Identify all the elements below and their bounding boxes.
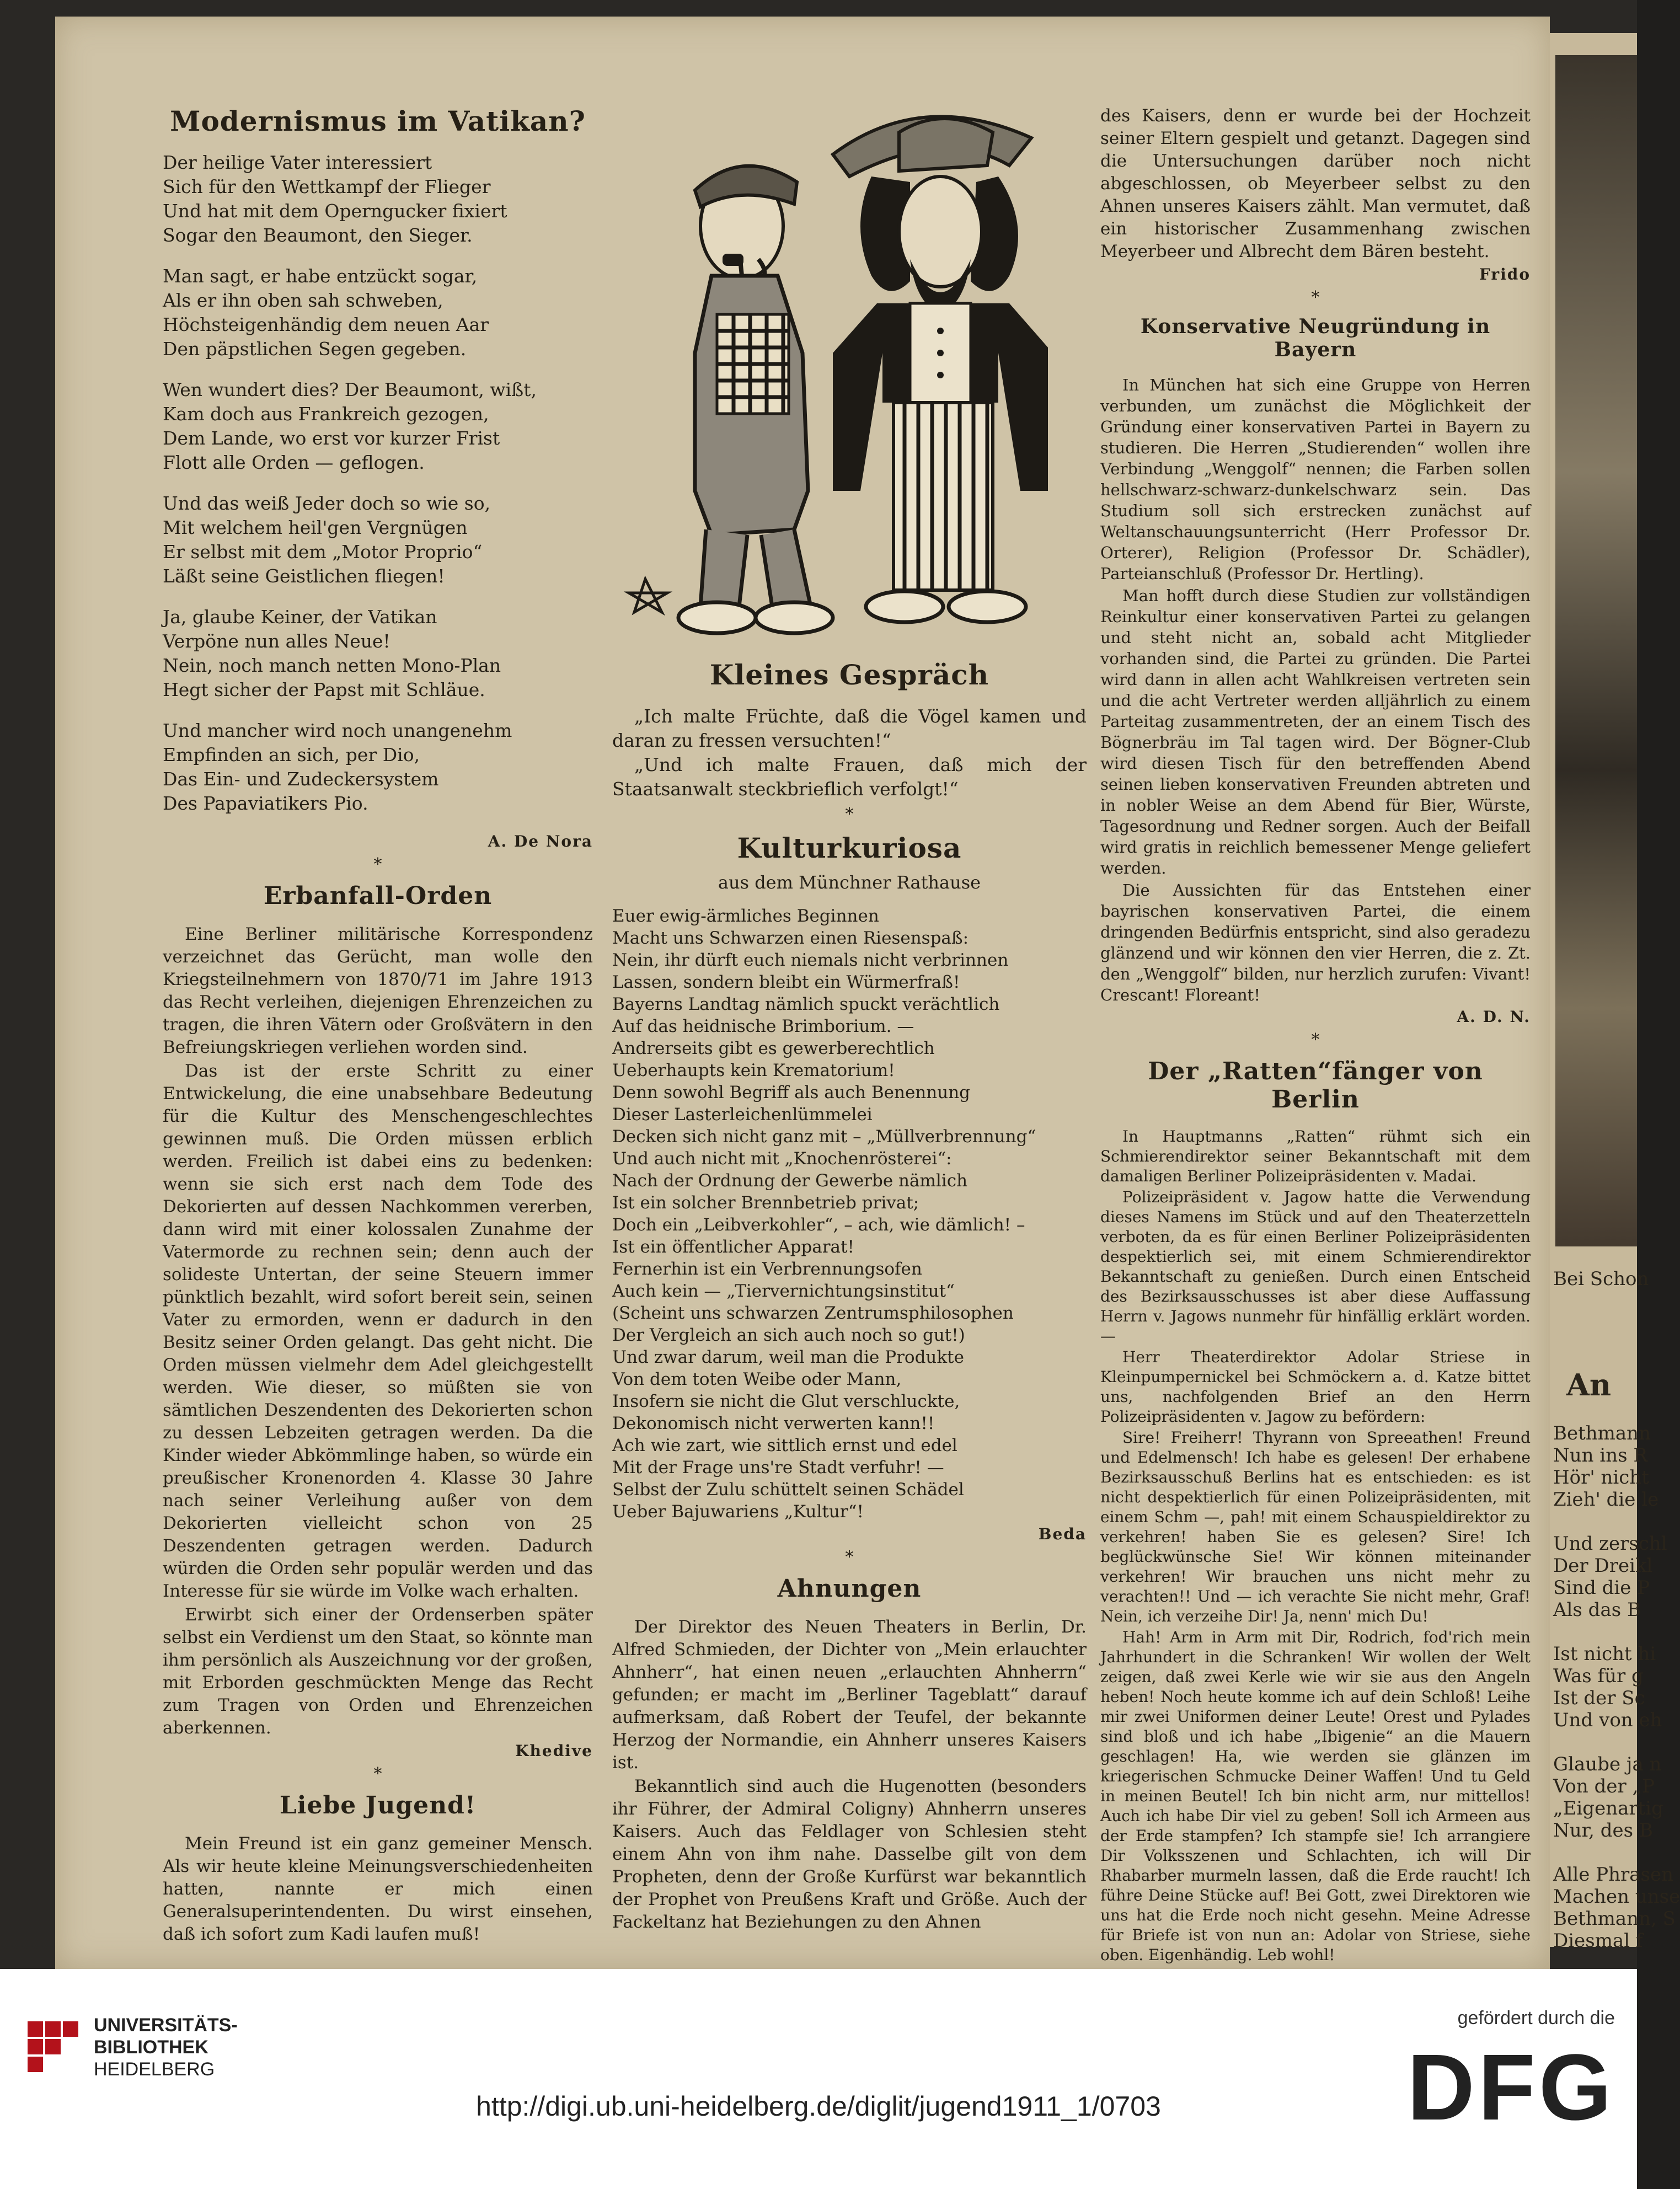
verse-line: Dieser Lasterleichenlümmelei: [612, 1105, 873, 1125]
verse-line: Ist ein öffentlicher Apparat!: [612, 1237, 854, 1257]
signature-khedive: Khedive: [515, 1742, 593, 1760]
adjacent-page-illustration: [1555, 55, 1637, 1246]
signature-de-nora: A. De Nora: [488, 832, 593, 850]
adjacent-page-text: Und von eh: [1553, 1709, 1662, 1731]
paragraph: Die Aussichten für das Entstehen einer bayrischen konservativen Partei, die einem dringenden Bedürfnis entspricht, sind also geradezu glänzend und wir können den vier Herren, die z. Zt. den „Wenggolf“ bilden, nur herzlich zurufen: Vivant! Crescant! Floreant!: [1100, 881, 1531, 1004]
verse-line: Sich für den Wettkampf der Flieger: [163, 176, 491, 197]
adjacent-page-text: „Eigenartig: [1553, 1797, 1663, 1819]
verse-line: Mit welchem heil'gen Vergnügen: [163, 517, 468, 538]
verse-line: Höchsteigenhändig dem neuen Aar: [163, 314, 489, 335]
verse-line: Läßt seine Geistlichen fliegen!: [163, 565, 445, 587]
adjacent-page-text: Alle Phrasen: [1553, 1864, 1673, 1886]
article-konservative-body: [1100, 374, 1531, 1005]
article-liebe-jugend-body: [163, 1833, 593, 1946]
poem-title-modernismus: Modernismus im Vatikan?: [170, 105, 586, 137]
paragraph: Bekanntlich sind auch die Hugenotten (besonders ihr Führer, der Admiral Coligny) Ahnherrn unseres Kaisers. Auch das Feldlager von Schlesien steht einem Ahn von ihm nahe. Dasselbe gilt von dem Propheten, denn der Große Kurfürst war bekanntlich der Prophet von Preußens Kraft und Größe. Auch der Fackeltanz hat Beziehungen zu den Ahnen: [612, 1776, 1087, 1932]
library-name: UNIVERSITÄTS- BIBLIOTHEK HEIDELBERG: [94, 2015, 238, 2080]
paragraph: Herr Theaterdirektor Adolar Striese in Kleinpumpernickel bei Schmöckern a. d. Katze bittet uns, nachfolgenden Brief an den Herrn Polizeipräsidenten v. Jagow zu befördern:: [1100, 1348, 1531, 1426]
paragraph: Das ist der erste Schritt zu einer Entwickelung, die eine unabsehbare Bedeutung für die Kultur des Menschengeschlechtes gewinnen muß. Die Orden müssen erblich werden. Freilich ist dabei eins zu bedenken: wenn sie sich erst nach dem Tode des Dekorierten auf dessen Nachkommen vererben, dann wird mit einer kolossalen Zunahme der Vatermorde zu rechnen sein; denn auch der solideste Untertan, der seine Steuern immer pünktlich bezahlt, wird sofort bereit sein, seinen Vater zu ermorden, wenn er dadurch in den Besitz seiner Orden gelangt. Das geht nicht. Die Orden müssen vielmehr dem Adel gleichgestellt werden. Wie dieser, so müßten sie von sämtlichen Deszendenten des Dekorierten schon zu dessen Lebzeiten getragen werden. Da die Kinder wieder Abkömmlinge haben, so würde ein preußischer Kronenorden 4. Klasse 30 Jahre nach seiner Verleihung außer von dem Dekorierten vielleicht schon von 25 Deszendenten getragen werden. Dadurch würden die Orden sehr populär werden und das Interesse für sie würde im Volke wach erhalten.: [163, 1061, 593, 1601]
verse-line: Ueber Bajuwariens „Kultur“!: [612, 1502, 864, 1522]
caption-title-kleines-gespraech: Kleines Gespräch: [709, 659, 989, 691]
verse-line: Selbst der Zulu schüttelt seinen Schädel: [612, 1480, 964, 1500]
verse-line: Wen wundert dies? Der Beaumont, wißt,: [163, 379, 537, 400]
paragraph: In München hat sich eine Gruppe von Herren verbunden, um zunächst die Möglichkeit der Gründung einer konservativen Partei in Bayern zu studieren. Die Herren „Studierenden“ wollen ihre Verbindung „Wenggolf“ nennen; die Farben sollen hellschwarz-schwarz-dunkelschwarz sein. Das Studium soll sich erstrecken zunächst auf Weltanschauungsunterricht (Herr Professor Dr. Orterer), Religion (Professor Dr. Schädler), Parteianschluß (Professor Dr. Hertling).: [1100, 376, 1531, 583]
stanza: [163, 605, 593, 702]
stanza: [163, 378, 593, 475]
adjacent-page-edge: [1550, 33, 1680, 1952]
paragraph: Hah! Arm in Arm mit Dir, Rodrich, fod'rich mein Jahrhundert in die Schranken! Wir wollen der Welt zeigen, daß zwei Kerle wie wir sie aus den Angeln heben! Noch heute komme ich auf dein Schloß! Leihe mir zwei Uniformen deiner Leute! Orest und Pylades sind bloß und ich habe „Ibigenie“ an die Mauern geschlagen! Ha, wie werden sie glänzen im kriegerischen Schmucke Deiner Waffen! Und tu Geld in meinen Beutel! Ich bin nicht arm, nur mittellos! Auch ich habe Dir viel zu geben! Soll ich Armeen aus der Erde stampfen? Ich stampfe sie! Ich arrangiere Dir Volksszenen und Schlachten, ich will Dir Rhabarber murmeln lassen, daß die Erde raucht! Ich führe Deine Stücke auf! Bei Gott, zwei Direktoren wie uns hat die Erde noch nicht gesehn. Meine Adresse für Briefe ist von nun an: Adolar von Striese, siehe oben. Eigenhändig. Leb wohl!: [1100, 1628, 1531, 1964]
digital-library-footer: [0, 1969, 1637, 2189]
caption-line: „Ich malte Früchte, daß die Vögel kamen und daran zu fressen versuchten!“: [612, 705, 1087, 751]
paragraph: Mein Freund ist ein ganz gemeiner Mensch. Als wir heute kleine Meinungsverschiedenheiten hatten, nannte er mich einen Generalsuperintendenten. Du wirst einsehen, daß ich sofort zum Kadi laufen muß!: [163, 1834, 593, 1944]
adjacent-page-text: Sind die P: [1553, 1577, 1650, 1599]
adjacent-page-text: Bethmann: [1553, 1422, 1651, 1444]
verse-line: Und hat mit dem Operngucker fixiert: [163, 200, 507, 222]
magazine-page: [55, 17, 1550, 1969]
adjacent-page-text: Hör' nicht: [1553, 1467, 1649, 1489]
column-3: [1100, 105, 1531, 1990]
verse-line: Lassen, sondern bleibt ein Würmerfraß!: [612, 972, 960, 992]
adjacent-page-text: Und zerschl: [1553, 1533, 1667, 1555]
separator-star: *: [1311, 1030, 1320, 1050]
article-erbanfall-body: [163, 923, 593, 1740]
verse-line: Denn sowohl Begriff als auch Benennung: [612, 1083, 971, 1102]
verse-line: Fernerhin ist ein Verbrennungsofen: [612, 1259, 922, 1279]
verse-line: Man sagt, er habe entzückt sogar,: [163, 265, 478, 287]
verse-line: Und auch nicht mit „Knochenrösterei“:: [612, 1149, 952, 1169]
two-men-caricature: [612, 94, 1087, 651]
university-library-logo: [22, 2016, 83, 2076]
paragraph: Sire! Freiherr! Thyrann von Spreeathen! Freund und Edelmensch! Ich habe es gelesen! Der erhabene Bezirksausschuß Berlins hat es entschieden: es ist nicht despektierlich für einen Polizeipräsidenten, mit einem Schm —, pah! mit einem Schauspieldirektor zu verkehren! haben Sie es gelesen? Sire! Ich beglückwünsche Sie! Wir können miteinander verkehren! Wir brauchen uns nicht mehr zu verachten!! Und — ich verachte Sie nicht mehr, Graf! Nein, ich verzeihe Dir! Ja, nenn' mich Du!: [1100, 1428, 1531, 1625]
verse-line: Decken sich nicht ganz mit – „Müllverbrennung“: [612, 1127, 1036, 1147]
separator-star: *: [845, 805, 854, 824]
paragraph: Der Direktor des Neuen Theaters in Berlin, Dr. Alfred Schmieden, der Dichter von „Mein erlauchter Ahnherr“, hat einen neuen „erlauchten Ahnherrn“ gefunden; er macht im „Berliner Tageblatt“ darauf aufmerksam, daß Robert der Teufel, der bekannte Herzog der Normandie, ein Ahnherr unseres Kaisers ist.: [612, 1617, 1087, 1773]
verse-line: Euer ewig-ärmliches Beginnen: [612, 906, 879, 926]
verse-line: Und mancher wird noch unangenehm: [163, 720, 512, 741]
article-ahnungen-body: [612, 1616, 1087, 1934]
stanza: [163, 151, 593, 248]
adjacent-page-text: Diesmal f: [1553, 1930, 1643, 1952]
poem-kulturkuriosa: [612, 905, 1087, 1523]
verse-line: Kam doch aus Frankreich gezogen,: [163, 403, 489, 425]
adjacent-page-text: Glaube ja n: [1553, 1753, 1662, 1775]
caption-dialogue: [612, 704, 1087, 801]
verse-line: Insofern sie nicht die Glut verschluckte,: [612, 1391, 960, 1411]
separator-star: *: [845, 1548, 854, 1567]
article-title-ahnungen: Ahnungen: [777, 1575, 922, 1603]
caption-line: „Und ich malte Frauen, daß mich der Staatsanwalt steckbrieflich verfolgt!“: [612, 754, 1087, 800]
article-title-erbanfall: Erbanfall-Orden: [263, 882, 493, 910]
verse-line: Nein, noch manch netten Mono-Plan: [163, 655, 501, 676]
adjacent-page-text: Bei Schon: [1553, 1268, 1649, 1290]
verse-line: Ist ein solcher Brennbetrieb privat;: [612, 1193, 919, 1213]
adjacent-page-text: Ist nicht hi: [1553, 1643, 1656, 1665]
verse-line: Dem Lande, wo erst vor kurzer Frist: [163, 427, 500, 449]
verse-line: (Scheint uns schwarzen Zentrumsphilosophen: [612, 1303, 1014, 1323]
verse-line: Er selbst mit dem „Motor Proprio“: [163, 541, 483, 563]
verse-line: Verpöne nun alles Neue!: [163, 630, 390, 652]
verse-line: Sogar den Beaumont, den Sieger.: [163, 224, 473, 246]
paragraph: Man hofft durch diese Studien zur vollständigen Reinkultur einer konservativen Partei zu gelangen und steht nicht an, sobald acht Mitglieder vorhanden sind, die Partei zu gründen. Die Partei wird dann in allen acht Wahlkreisen vertreten sein und die acht Vertreter werden alljährlich zu einem Parteitag zusammentreten, der an einem Tisch des Bögnerbräu im Tal tagen wird. Der Bögner-Club wird diesen Tisch für den betreffenden Abend seinen lieben konservativen Freunden abtreten und in nobler Weise an dem Abend für Bier, Würste, Tagesordnung und Redner sorgen. Auch der Beifall wird gratis in reichlich bemessener Menge geliefert werden.: [1100, 586, 1531, 877]
adjacent-page-text: Machen unse: [1553, 1886, 1680, 1908]
separator-star: *: [373, 1764, 382, 1784]
adjacent-page-text: Nun ins R: [1553, 1444, 1647, 1467]
verse-line: Und das weiß Jeder doch so wie so,: [163, 493, 491, 514]
verse-line: Dekonomisch nicht verwerten kann!!: [612, 1414, 935, 1433]
verse-line: Von dem toten Weibe oder Mann,: [612, 1369, 902, 1389]
adjacent-page-text: An: [1566, 1367, 1612, 1403]
verse-line: Doch ein „Leibverkohler“, – ach, wie dämlich! –: [612, 1215, 1025, 1235]
signature-beda: Beda: [1038, 1525, 1087, 1543]
column-2: [612, 94, 1087, 1935]
verse-line: Auf das heidnische Brimborium. —: [612, 1016, 914, 1036]
poem-modernismus: [163, 151, 593, 816]
verse-line: Das Ein- und Zudeckersystem: [163, 768, 439, 790]
verse-line: Empfinden an sich, per Dio,: [163, 744, 420, 766]
adjacent-page-text: Nur, des B: [1553, 1819, 1653, 1842]
verse-line: Auch kein — „Tiervernichtungsinstitut“: [612, 1281, 955, 1301]
verse-line: Mit der Frage uns're Stadt verfuhr! —: [612, 1458, 944, 1478]
signature-frido: Frido: [1479, 265, 1531, 283]
stanza: [163, 491, 593, 588]
verse-line: Hegt sicher der Papst mit Schläue.: [163, 679, 485, 700]
paragraph: In Hauptmanns „Ratten“ rühmt sich ein Schmierendirektor seiner Bekanntschaft mit dem damaligen Berliner Polizeipräsidenten v. Madai.: [1100, 1127, 1531, 1185]
funding-label: gefördert durch die: [1457, 2008, 1615, 2029]
verse-line: Des Papaviatikers Pio.: [163, 793, 368, 814]
verse-line: Flott alle Orden — geflogen.: [163, 452, 425, 473]
adjacent-page-text: Was für g: [1553, 1665, 1644, 1687]
verse-line: Ach wie zart, wie sittlich ernst und edel: [612, 1436, 957, 1455]
column-1: [163, 105, 593, 1947]
verse-line: Bayerns Landtag nämlich spuckt verächtlich: [612, 994, 1000, 1014]
article-title-liebe-jugend: Liebe Jugend!: [279, 1791, 477, 1819]
stanza: [163, 264, 593, 361]
article-rattenfaenger-body: [1100, 1127, 1531, 1965]
verse-line: Nach der Ordnung der Gewerbe nämlich: [612, 1171, 968, 1191]
verse-line: Andrerseits gibt es gewerberechtlich: [612, 1039, 935, 1058]
article-title-rattenfaenger: Der „Ratten“fänger von Berlin: [1148, 1057, 1483, 1114]
verse-line: Und zwar darum, weil man die Produkte: [612, 1347, 964, 1367]
adjacent-page-text: Der Dreikl: [1553, 1555, 1653, 1577]
permalink-url[interactable]: http://digi.ub.uni-heidelberg.de/diglit/jugend1911_1/0703: [476, 2091, 1161, 2122]
verse-line: Den päpstlichen Segen gegeben.: [163, 338, 467, 360]
separator-star: *: [1311, 288, 1320, 307]
paragraph: Eine Berliner militärische Korrespondenz verzeichnet das Gerücht, man wolle den Kriegsteilnehmern von 1870/71 im Jahre 1913 das Recht verleihen, diejenigen Ehrenzeichen zu tragen, die ihren Vätern oder Großvätern in den Befreiungskriegen verliehen worden sind.: [163, 924, 593, 1057]
paragraph: Polizeipräsident v. Jagow hatte die Verwendung dieses Namens im Stück und auf den Theaterzetteln verboten, da es für einen Berliner Polizeipräsidenten despektierlich sei, mit einem Schmierendirektor Bekanntschaft zu genießen. Durch einen Entscheid des Bezirksausschusses ist aber diese Auffassung Herrn v. Jagows nunmehr für hinfällig erklärt worden. —: [1100, 1188, 1531, 1345]
article-title-konservative: Konservative Neugründung in Bayern: [1140, 315, 1491, 361]
adjacent-page-text: Als das B: [1553, 1599, 1641, 1621]
verse-line: Als er ihn oben sah schweben,: [163, 290, 443, 311]
dfg-logo: DFG: [1407, 2035, 1615, 2140]
adjacent-page-text: Von der „P: [1553, 1775, 1655, 1797]
signature-adn: A. D. N.: [1457, 1008, 1531, 1026]
stanza: [163, 719, 593, 816]
verse-line: Ja, glaube Keiner, der Vatikan: [163, 606, 437, 628]
verse-line: Der heilige Vater interessiert: [163, 152, 432, 173]
poem-title-kulturkuriosa: Kulturkuriosa: [737, 832, 962, 864]
adjacent-page-text: Bethmann, S: [1553, 1908, 1676, 1930]
verse-line: Ueberhaupts kein Krematorium!: [612, 1061, 895, 1080]
verse-line: Nein, ihr dürft euch niemals nicht verbrinnen: [612, 950, 1009, 970]
poem-subtitle-kulturkuriosa: aus dem Münchner Rathause: [718, 872, 981, 893]
verse-line: Der Vergleich an sich auch noch so gut!): [612, 1325, 965, 1345]
adjacent-page-text: Zieh' die le: [1553, 1489, 1659, 1511]
separator-star: *: [373, 855, 382, 874]
article-ahnungen-continuation: des Kaisers, denn er wurde bei der Hochzeit seiner Eltern gespielt und getanzt. Dagegen sind die Untersuchungen darüber noch nicht abgeschlossen, ob Meyerbeer selbst zu den Ahnen unseres Kaisers zählt. Man vermutet, daß ein historischer Zusammenhang zwischen Meyerbeer und Albrecht dem Bären besteht.: [1100, 106, 1531, 261]
verse-line: Macht uns Schwarzen einen Riesenspaß:: [612, 928, 969, 948]
paragraph: Erwirbt sich einer der Ordenserben später selbst ein Verdienst um den Staat, so könnte man ihm persönlich als Auszeichnung vor der großen, mit Erborden geschmückten Menge das Recht zum Tragen von Orden und Ehrenzeichen aberkennen.: [163, 1605, 593, 1738]
adjacent-page-text: Ist der Sc: [1553, 1687, 1645, 1709]
